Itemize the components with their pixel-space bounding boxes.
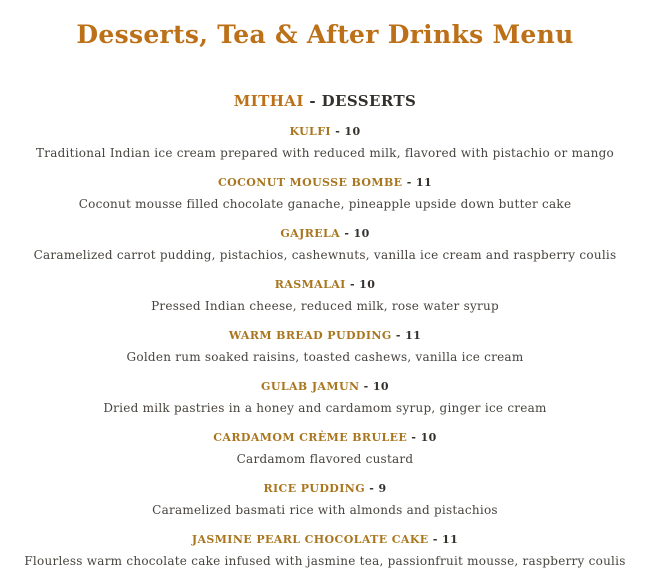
price-separator: - (406, 176, 412, 189)
menu-item-description: Coconut mousse filled chocolate ganache, pineapple upside down butter cake (78, 197, 572, 211)
price-separator: - (395, 329, 401, 342)
menu-items-list (0, 125, 650, 569)
menu-item-name: COCONUT MOUSSE BOMBE (217, 176, 403, 189)
menu-item-description: Traditional Indian ice cream prepared with reduced milk, flavored with pistachio or mango (35, 146, 614, 160)
price-separator: - (344, 227, 350, 240)
menu-item-title (0, 329, 650, 342)
price-separator: - (432, 533, 438, 546)
menu-item (0, 533, 650, 569)
menu-item (0, 176, 650, 212)
menu-item-description: Cardamom flavored custard (236, 452, 414, 466)
menu-item-title (0, 431, 650, 444)
menu-item-price: 11 (405, 329, 422, 342)
page-title: Desserts, Tea & After Drinks Menu (76, 20, 574, 49)
menu-item-price: 10 (420, 431, 437, 444)
menu-item (0, 227, 650, 263)
section-heading (0, 92, 650, 110)
menu-item-name: KULFI (289, 125, 331, 138)
menu-item-price: 11 (442, 533, 459, 546)
menu-item (0, 125, 650, 161)
menu-item-description: Golden rum soaked raisins, toasted cashews, vanilla ice cream (126, 350, 524, 364)
menu-item (0, 431, 650, 467)
menu-item-title (0, 380, 650, 393)
menu-item-description: Pressed Indian cheese, reduced milk, rose water syrup (151, 299, 499, 313)
menu-item-title (0, 482, 650, 495)
menu-item-price: 10 (359, 278, 376, 291)
price-separator: - (369, 482, 375, 495)
menu-item-title (0, 533, 650, 546)
section-heading-label: - DESSERTS (309, 92, 417, 110)
menu-item-title (0, 227, 650, 240)
menu-item-name: CARDAMOM CRÈME BRULEE (213, 431, 408, 444)
menu-item-description: Caramelized carrot pudding, pistachios, cashewnuts, vanilla ice cream and raspberry coulis (33, 248, 617, 262)
menu-item-title (0, 176, 650, 189)
section-heading-accent: MITHAI (233, 92, 304, 110)
menu-item-name: RICE PUDDING (263, 482, 366, 495)
menu-item (0, 329, 650, 365)
menu-item-price: 10 (372, 380, 389, 393)
menu-item (0, 380, 650, 416)
menu-item-name: JASMINE PEARL CHOCOLATE CAKE (191, 533, 429, 546)
menu-item-price: 10 (353, 227, 370, 240)
menu-item-title (0, 125, 650, 138)
menu-item-name: WARM BREAD PUDDING (228, 329, 392, 342)
price-separator: - (363, 380, 369, 393)
menu-item-description: Dried milk pastries in a honey and cardamom syrup, ginger ice cream (103, 401, 547, 415)
menu-item-price: 9 (378, 482, 387, 495)
menu-item-price: 10 (344, 125, 361, 138)
menu-item-price: 11 (415, 176, 433, 189)
price-separator: - (335, 125, 341, 138)
menu-item (0, 482, 650, 518)
menu-item-description: Caramelized basmati rice with almonds and pistachios (152, 503, 498, 517)
menu-item-description: Flourless warm chocolate cake infused with jasmine tea, passionfruit mousse, raspberry coulis (24, 554, 626, 568)
menu-item-title (0, 278, 650, 291)
menu-item (0, 278, 650, 314)
menu-item-name: RASMALAI (274, 278, 346, 291)
price-separator: - (349, 278, 355, 291)
price-separator: - (411, 431, 417, 444)
menu-item-name: GAJRELA (280, 227, 341, 240)
menu-item-name: GULAB JAMUN (261, 380, 360, 393)
